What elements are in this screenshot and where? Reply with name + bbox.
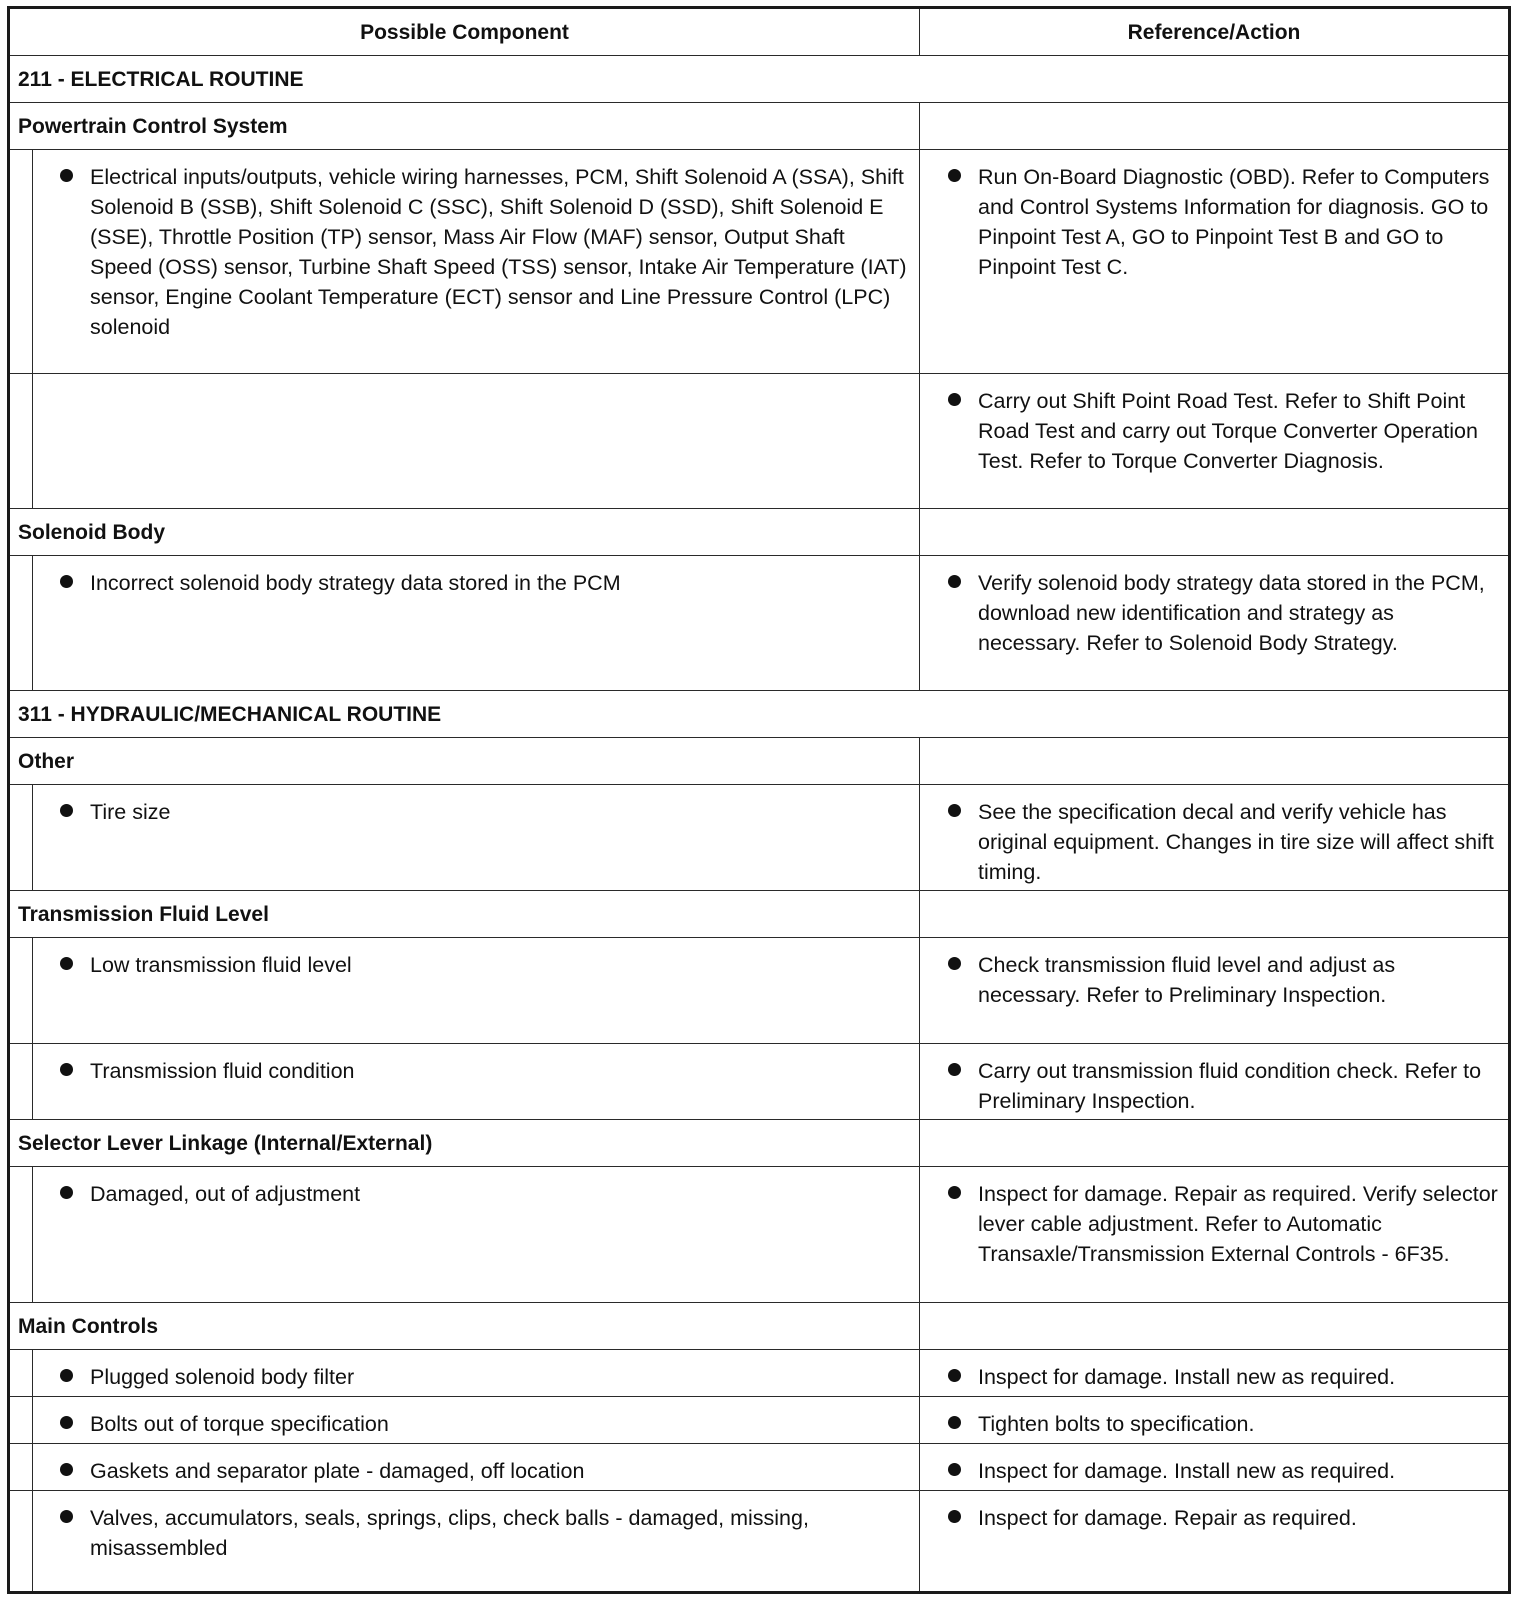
- section-title: 211 - ELECTRICAL ROUTINE: [18, 68, 304, 91]
- action-text: Carry out transmission fluid condition check. Refer to Preliminary Inspection.: [978, 1059, 1482, 1113]
- component-text: Transmission fluid condition: [90, 1059, 355, 1083]
- action-text: Tighten bolts to specification.: [978, 1412, 1255, 1436]
- table-row: [10, 556, 1508, 691]
- table-row: [10, 1491, 1508, 1591]
- action-text: Inspect for damage. Repair as required.: [978, 1506, 1357, 1530]
- bullet-icon: [948, 169, 961, 182]
- group-row: [10, 1120, 1508, 1167]
- action-text: Verify solenoid body strategy data stored in the PCM, download new identification and strategy as necessary. Refer to Solenoid Body Strategy.: [978, 571, 1485, 655]
- bullet-icon: [60, 1510, 73, 1523]
- component-text: Gaskets and separator plate - damaged, off location: [90, 1459, 585, 1483]
- action-text: Inspect for damage. Install new as required.: [978, 1365, 1396, 1389]
- component-text: Plugged solenoid body filter: [90, 1365, 355, 1389]
- section-row: [10, 56, 1508, 103]
- group-row: [10, 509, 1508, 556]
- group-title: Powertrain Control System: [10, 103, 920, 149]
- table-row: [10, 374, 1508, 509]
- action-text: Inspect for damage. Repair as required. Verify selector lever cable adjustment. Refer to Automatic Transaxle/Transmission External Controls - 6F35.: [978, 1182, 1498, 1266]
- action-text: Inspect for damage. Install new as required.: [978, 1459, 1396, 1483]
- component-text: Bolts out of torque specification: [90, 1412, 389, 1436]
- table-row: [10, 150, 1508, 374]
- bullet-icon: [60, 1186, 73, 1199]
- table-row: [10, 1167, 1508, 1303]
- bullet-icon: [948, 957, 961, 970]
- bullet-icon: [948, 804, 961, 817]
- bullet-icon: [948, 575, 961, 588]
- group-title: Solenoid Body: [10, 509, 920, 555]
- component-text: Low transmission fluid level: [90, 953, 352, 977]
- section-title: 311 - HYDRAULIC/MECHANICAL ROUTINE: [18, 703, 442, 726]
- table-row: [10, 785, 1508, 891]
- action-text: Carry out Shift Point Road Test. Refer to Shift Point Road Test and carry out Torque Converter Operation Test. Refer to Torque Converter Diagnosis.: [978, 389, 1478, 473]
- bullet-icon: [60, 1369, 73, 1382]
- bullet-icon: [60, 957, 73, 970]
- group-title: Main Controls: [10, 1303, 920, 1349]
- table-row: [10, 1350, 1508, 1397]
- diagnosis-table: [7, 6, 1511, 1594]
- bullet-icon: [948, 1463, 961, 1476]
- bullet-icon: [948, 1186, 961, 1199]
- bullet-icon: [948, 393, 961, 406]
- component-text: Tire size: [90, 800, 171, 824]
- table-header-row: [10, 9, 1508, 56]
- bullet-icon: [60, 169, 73, 182]
- group-row: [10, 891, 1508, 938]
- table-row: [10, 938, 1508, 1044]
- component-text: Damaged, out of adjustment: [90, 1182, 361, 1206]
- bullet-icon: [60, 1063, 73, 1076]
- bullet-icon: [948, 1510, 961, 1523]
- bullet-icon: [948, 1369, 961, 1382]
- action-text: Run On-Board Diagnostic (OBD). Refer to Computers and Control Systems Information for diagnosis. GO to Pinpoint Test A, GO to Pinpoint Test B and GO to Pinpoint Test C.: [978, 165, 1490, 279]
- component-text: Valves, accumulators, seals, springs, clips, check balls - damaged, missing, misassembled: [90, 1506, 809, 1560]
- bullet-icon: [60, 1416, 73, 1429]
- group-title: Transmission Fluid Level: [10, 891, 920, 937]
- header-possible-component: Possible Component: [10, 9, 920, 55]
- group-title: Selector Lever Linkage (Internal/External): [10, 1120, 920, 1166]
- component-text: Incorrect solenoid body strategy data stored in the PCM: [90, 571, 621, 595]
- bullet-icon: [948, 1416, 961, 1429]
- bullet-icon: [60, 804, 73, 817]
- section-row: [10, 691, 1508, 738]
- action-text: Check transmission fluid level and adjust as necessary. Refer to Preliminary Inspection.: [978, 953, 1396, 1007]
- table-row: [10, 1444, 1508, 1491]
- table-row: [10, 1044, 1508, 1120]
- group-row: [10, 738, 1508, 785]
- bullet-icon: [60, 1463, 73, 1476]
- component-text: Electrical inputs/outputs, vehicle wiring harnesses, PCM, Shift Solenoid A (SSA), Shift Solenoid B (SSB), Shift Solenoid C (SSC), Shift Solenoid D (SSD), Shift Solenoid E (SSE), Throttle Position (TP) sensor, Mass Air Flow (MAF) sensor, Output Shaft Speed (OSS) sensor, Turbine Shaft Speed (TSS) sensor, Intake Air Temperature (IAT) sensor, Engine Coolant Temperature (ECT) sensor and Line Pressure Control (LPC) solenoid: [90, 165, 907, 339]
- bullet-icon: [60, 575, 73, 588]
- group-title: Other: [10, 738, 920, 784]
- group-row: [10, 1303, 1508, 1350]
- bullet-icon: [948, 1063, 961, 1076]
- action-text: See the specification decal and verify vehicle has original equipment. Changes in tire size will affect shift timing.: [978, 800, 1494, 884]
- table-row: [10, 1397, 1508, 1444]
- header-reference-action: Reference/Action: [1127, 21, 1301, 44]
- group-row: [10, 103, 1508, 150]
